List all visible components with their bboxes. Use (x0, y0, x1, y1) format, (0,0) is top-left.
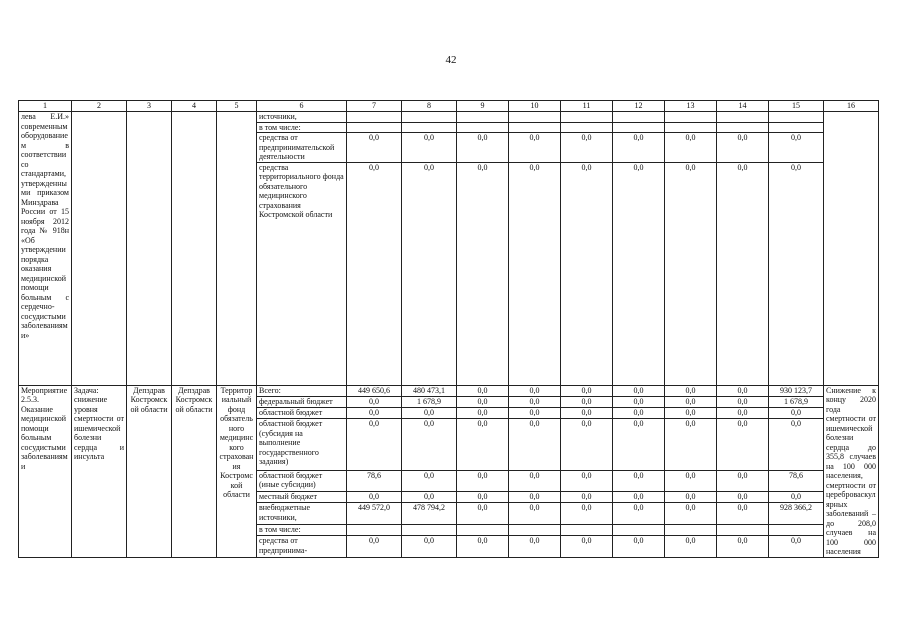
amount-cell (457, 524, 509, 535)
funding-source-label: в том числе: (257, 524, 347, 535)
amount-cell (457, 112, 509, 123)
funding-source-label: средства от предпринима- (257, 536, 347, 557)
column-number-header: 6 (257, 101, 347, 112)
amount-cell (717, 524, 769, 535)
amount-cell (769, 524, 824, 535)
amount-cell: 0,0 (347, 133, 402, 163)
amount-cell: 0,0 (769, 133, 824, 163)
column-number-header: 9 (457, 101, 509, 112)
column-number-header: 13 (665, 101, 717, 112)
amount-cell: 0,0 (402, 536, 457, 557)
amount-cell (561, 524, 613, 535)
amount-cell: 0,0 (457, 470, 509, 491)
amount-cell: 0,0 (509, 419, 561, 471)
funding-source-label: Всего: (257, 385, 347, 396)
co-executor-cell: Депздрав Костромской области (172, 385, 217, 557)
funding-source-label: областной бюджет (257, 407, 347, 418)
amount-cell: 0,0 (665, 536, 717, 557)
amount-cell: 0,0 (769, 407, 824, 418)
amount-cell: 0,0 (509, 385, 561, 396)
amount-cell: 0,0 (665, 385, 717, 396)
empty-cell (172, 112, 217, 386)
amount-cell (769, 122, 824, 133)
amount-cell: 0,0 (665, 133, 717, 163)
amount-cell (613, 112, 665, 123)
amount-cell: 0,0 (613, 162, 665, 385)
amount-cell: 0,0 (665, 162, 717, 385)
table-row (19, 385, 879, 396)
amount-cell: 0,0 (561, 385, 613, 396)
amount-cell: 0,0 (509, 503, 561, 524)
amount-cell: 480 473,1 (402, 385, 457, 396)
funding-source-label: областной бюджет (иные субсидии) (257, 470, 347, 491)
amount-cell: 0,0 (717, 385, 769, 396)
amount-cell: 0,0 (613, 536, 665, 557)
task-cell: Задача: снижение уровня смертности от ишемической болезни сердца и инсульта (72, 385, 127, 557)
amount-cell: 0,0 (613, 503, 665, 524)
amount-cell: 0,0 (613, 419, 665, 471)
amount-cell: 0,0 (717, 492, 769, 503)
amount-cell (665, 122, 717, 133)
funding-source-label: федеральный бюджет (257, 396, 347, 407)
empty-cell (72, 112, 127, 386)
funding-source-label: источники, (257, 112, 347, 123)
amount-cell: 449 650,6 (347, 385, 402, 396)
amount-cell: 0,0 (457, 419, 509, 471)
column-number-header: 1 (19, 101, 72, 112)
amount-cell: 0,0 (769, 492, 824, 503)
amount-cell: 0,0 (561, 133, 613, 163)
amount-cell: 0,0 (665, 503, 717, 524)
amount-cell: 0,0 (509, 470, 561, 491)
amount-cell: 0,0 (665, 407, 717, 418)
amount-cell: 928 366,2 (769, 503, 824, 524)
amount-cell (665, 524, 717, 535)
amount-cell: 449 572,0 (347, 503, 402, 524)
participant-cell: Территориальный фонд обязательного медицинского страхования Костромской области (217, 385, 257, 557)
amount-cell: 0,0 (457, 536, 509, 557)
funding-source-label: внебюджетные источники, (257, 503, 347, 524)
column-number-header: 7 (347, 101, 402, 112)
amount-cell: 0,0 (717, 407, 769, 418)
column-number-header: 10 (509, 101, 561, 112)
amount-cell: 0,0 (402, 162, 457, 385)
amount-cell: 0,0 (561, 536, 613, 557)
expected-result-cell: Снижение к концу 2020 года смертности от ишемической болезни сердца до 355,8 случаев на 100 000 населения, смертности от цереброваскулярных заболеваний – до 208,0 случаев на 100 000 населения (824, 385, 879, 557)
column-number-header: 2 (72, 101, 127, 112)
funding-source-label: областной бюджет (субсидия на выполнение государственного задания) (257, 419, 347, 471)
amount-cell: 0,0 (717, 396, 769, 407)
amount-cell: 0,0 (769, 419, 824, 471)
amount-cell: 0,0 (665, 492, 717, 503)
amount-cell: 0,0 (561, 470, 613, 491)
amount-cell: 0,0 (347, 396, 402, 407)
amount-cell: 0,0 (613, 385, 665, 396)
amount-cell: 0,0 (402, 492, 457, 503)
amount-cell (665, 112, 717, 123)
amount-cell: 0,0 (717, 133, 769, 163)
column-number-header: 16 (824, 101, 879, 112)
measure-name-cell: лева Е.И.» современным оборудованием в соответствии со стандартами, утвержденными приказом Минздрава России от 15 ноября 2012 года № 918н «Об утверждении порядка оказания медицинской помощи больным с сердечно-сосудистыми заболеваниями» (19, 112, 72, 386)
amount-cell: 0,0 (457, 385, 509, 396)
amount-cell (769, 112, 824, 123)
amount-cell: 0,0 (509, 407, 561, 418)
amount-cell: 0,0 (769, 536, 824, 557)
amount-cell: 0,0 (457, 396, 509, 407)
amount-cell (347, 524, 402, 535)
amount-cell: 0,0 (561, 419, 613, 471)
funding-source-label: средства территориального фонда обязательного медицинского страхования Костромской области (257, 162, 347, 385)
empty-cell (127, 112, 172, 386)
column-number-header: 14 (717, 101, 769, 112)
measure-name-cell: Мероприятие 2.5.3. Оказание медицинской помощи больным сосудистыми заболеваниями (19, 385, 72, 557)
amount-cell: 0,0 (347, 407, 402, 418)
amount-cell: 0,0 (665, 470, 717, 491)
amount-cell: 0,0 (561, 162, 613, 385)
amount-cell: 0,0 (561, 503, 613, 524)
amount-cell: 0,0 (457, 407, 509, 418)
amount-cell (347, 112, 402, 123)
amount-cell: 78,6 (347, 470, 402, 491)
amount-cell: 0,0 (561, 407, 613, 418)
amount-cell: 0,0 (717, 503, 769, 524)
amount-cell: 0,0 (613, 470, 665, 491)
empty-cell (824, 112, 879, 386)
column-number-header: 8 (402, 101, 457, 112)
amount-cell: 0,0 (665, 396, 717, 407)
amount-cell: 478 794,2 (402, 503, 457, 524)
amount-cell (457, 122, 509, 133)
column-number-header: 15 (769, 101, 824, 112)
amount-cell (717, 112, 769, 123)
column-number-header: 4 (172, 101, 217, 112)
amount-cell: 78,6 (769, 470, 824, 491)
amount-cell (509, 112, 561, 123)
amount-cell: 0,0 (347, 492, 402, 503)
amount-cell: 0,0 (613, 133, 665, 163)
column-number-header: 5 (217, 101, 257, 112)
amount-cell: 0,0 (717, 536, 769, 557)
amount-cell: 0,0 (717, 419, 769, 471)
amount-cell (402, 524, 457, 535)
amount-cell: 0,0 (509, 492, 561, 503)
funding-source-label: местный бюджет (257, 492, 347, 503)
program-table (18, 100, 879, 558)
amount-cell: 0,0 (717, 162, 769, 385)
amount-cell: 0,0 (509, 133, 561, 163)
amount-cell (402, 112, 457, 123)
amount-cell: 930 123,7 (769, 385, 824, 396)
amount-cell: 0,0 (509, 162, 561, 385)
funding-source-label: средства от предпринимательской деятельности (257, 133, 347, 163)
column-number-header: 3 (127, 101, 172, 112)
amount-cell: 0,0 (561, 492, 613, 503)
amount-cell: 0,0 (402, 407, 457, 418)
column-number-header: 11 (561, 101, 613, 112)
amount-cell: 0,0 (561, 396, 613, 407)
amount-cell: 0,0 (769, 162, 824, 385)
amount-cell: 1 678,9 (769, 396, 824, 407)
amount-cell: 0,0 (509, 536, 561, 557)
amount-cell: 0,0 (613, 492, 665, 503)
amount-cell: 0,0 (613, 396, 665, 407)
table-row (19, 112, 879, 123)
amount-cell: 0,0 (457, 503, 509, 524)
responsible-executor-cell: Депздрав Костромской области (127, 385, 172, 557)
amount-cell: 0,0 (402, 419, 457, 471)
amount-cell: 0,0 (457, 133, 509, 163)
amount-cell: 0,0 (347, 536, 402, 557)
amount-cell: 0,0 (457, 492, 509, 503)
amount-cell: 0,0 (717, 470, 769, 491)
amount-cell (717, 122, 769, 133)
amount-cell: 0,0 (347, 419, 402, 471)
amount-cell: 0,0 (509, 396, 561, 407)
amount-cell: 0,0 (665, 419, 717, 471)
amount-cell: 0,0 (347, 162, 402, 385)
funding-source-label: в том числе: (257, 122, 347, 133)
amount-cell: 0,0 (402, 470, 457, 491)
amount-cell (561, 122, 613, 133)
amount-cell: 0,0 (457, 162, 509, 385)
amount-cell: 1 678,9 (402, 396, 457, 407)
amount-cell: 0,0 (613, 407, 665, 418)
amount-cell (402, 122, 457, 133)
empty-cell (217, 112, 257, 386)
amount-cell (613, 122, 665, 133)
amount-cell: 0,0 (402, 133, 457, 163)
header-row (19, 101, 879, 112)
amount-cell (561, 112, 613, 123)
amount-cell (613, 524, 665, 535)
page-number: 42 (445, 54, 457, 66)
column-number-header: 12 (613, 101, 665, 112)
amount-cell (509, 524, 561, 535)
amount-cell (347, 122, 402, 133)
amount-cell (509, 122, 561, 133)
